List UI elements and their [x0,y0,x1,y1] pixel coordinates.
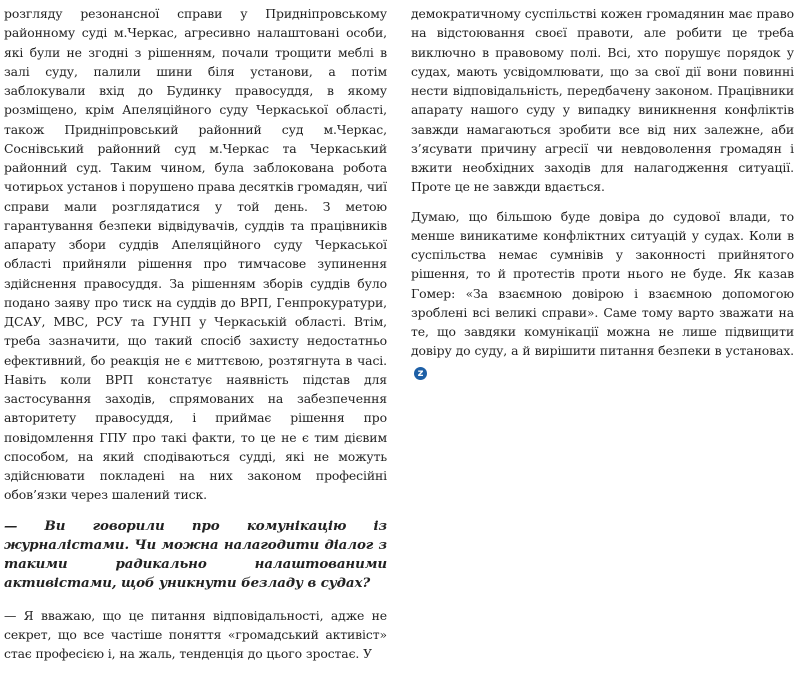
article-paragraph-final [411,207,794,380]
article-paragraph: демократичному суспільстві кожен громадянин має право на відстоювання своєї правоти, але робити це треба виключно в правовому полі. Всі, хто порушує порядок у судах, мають усвідомлювати, що за свої дії вони повинні нести відповідальність, передбачену законом. Працівники апарату нашого суду у випадку виникнення конфліктів завжди намагаються зробити все від них залежне, аби з’ясувати причину агресії чи невдоволення громадян і вжити необхідних заходів для налагодження ситуації. Проте це не завжди вдається. [411,6,794,195]
right-column [411,4,794,390]
interview-answer: — Я вважаю, що це питання відповідальності, адже не секрет, що все частіше поняття «громадський активіст» стає професією і, на жаль, тенденція до цього зростає. У [4,607,387,662]
final-paragraph-text: Думаю, що більшою буде довіра до судової влади, то менше виникатиме конфліктних ситуацій у судах. Коли в суспільства немає сумнівів у законності прийнятого рішення, то й протестів проти нього не буде. Як казав Гомер: «За взаємною довірою і взаємною допомогою зроблені всі великі справи». Саме тому варто зважати на те, що завдяки комунікації можна не лише підвищити довіру до суду, а й вирішити питання безпеки в установах. [411,208,794,359]
end-of-article-icon: z [414,367,427,380]
interview-question: — Ви говорили про комунікацію із журналістами. Чи можна налагодити діалог з такими радикально налаштованими активістами, щоб уникнути безладу в судах? [4,517,387,592]
left-column [4,4,387,673]
article-paragraph: розгляду резонансної справи у Придніпровському районному суді м.Черкас, агресивно налаштовані особи, які були не згодні з рішенням, почали трощити меблі в залі суду, палили шини біля установи, а потім заблокували вхід до Будинку правосуддя, в якому розміщено, крім Апеляційного суду Черкаської області, також Придніпровський районний суд м.Черкас, Соснівський районний суд м.Черкас та Черкаський районний суд. Таким чином, була заблокована робота чотирьох установ і порушено права десятків громадян, чиї справи мали розглядатися у той день. З метою гарантування безпеки відвідувачів, суддів та працівників апарату збори суддів Апеляційного суду Черкаської області прийняли рішення про тимчасове зупинення здійснення правосуддя. За рішенням зборів суддів було подано заяву про тиск на суддів до ВРП, Генпрокуратури, ДСАУ, МВС, РСУ та ГУНП у Черкаській області. Втім, треба зазначити, що такий спосіб захисту недостатньо ефективний, бо реакція не є миттєвою, розтягнута в часі. Навіть коли ВРП констатує наявність підстав для застосування заходів, спрямованих на забезпечення авторитету правосуддя, і приймає рішення про повідомлення ГПУ про такі факти, то це не є тим дієвим способом, на який сподіваються судді, які не можуть здійснювати покладені на них законом професійні обов’язки через шалений тиск. [4,6,387,503]
